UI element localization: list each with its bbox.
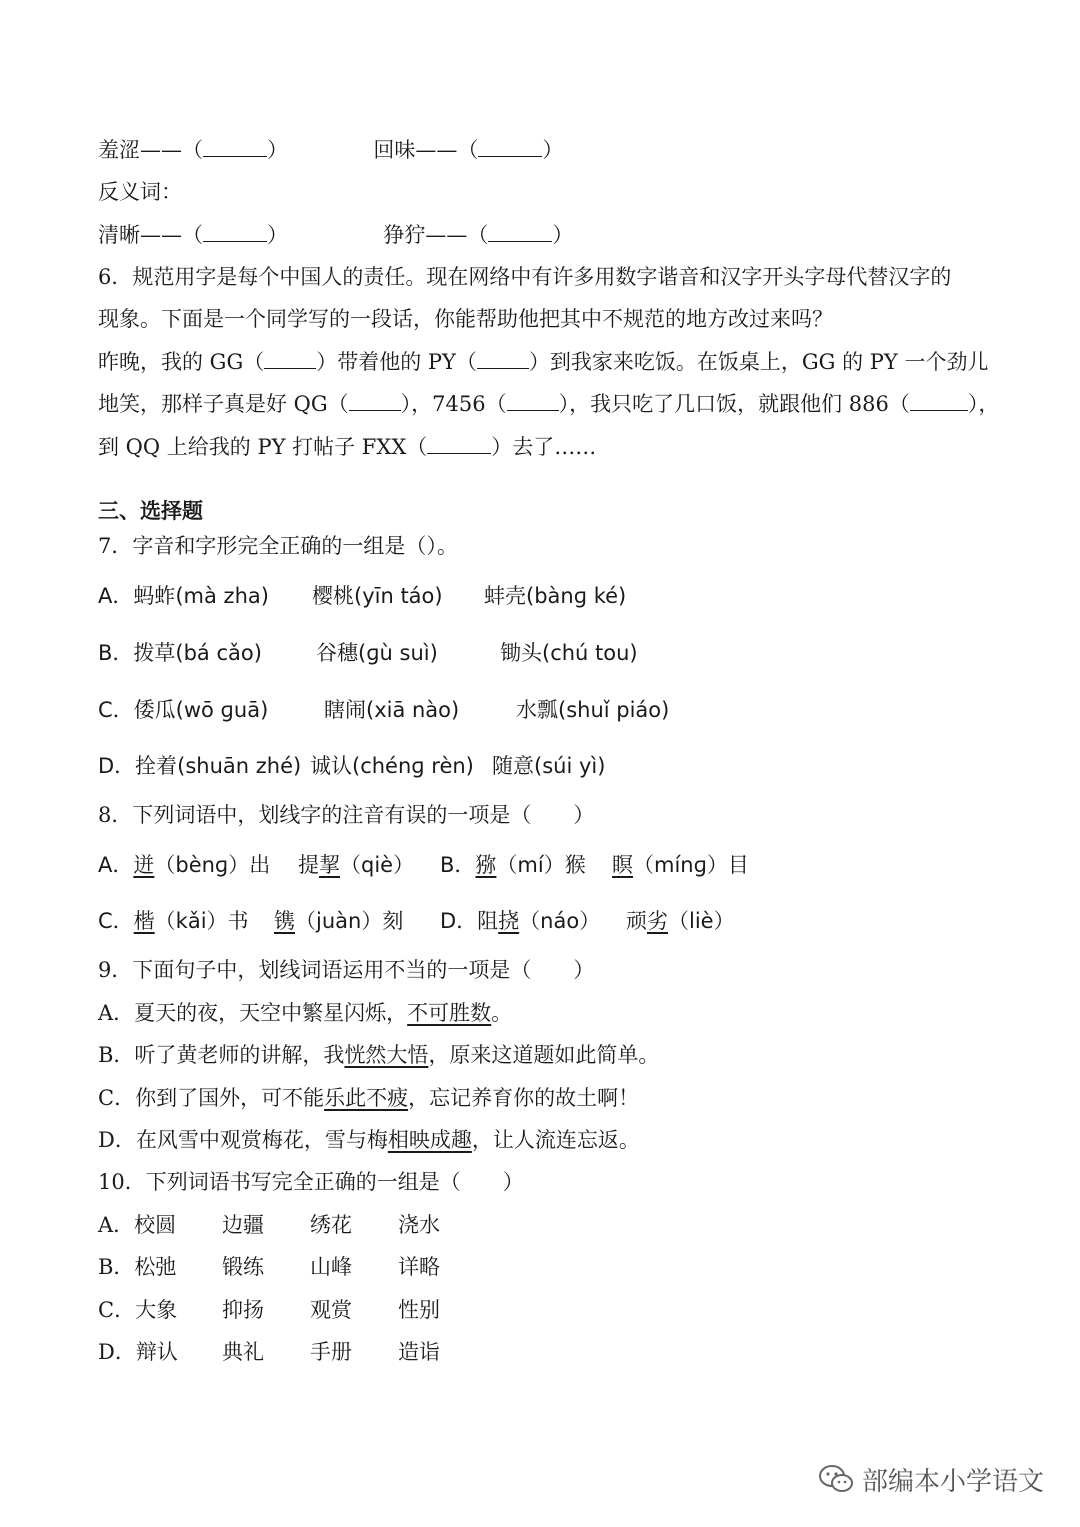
q9-option-d: D．在风雪中观赏梅花，雪与梅相映成趣，让人流连忘返。 bbox=[98, 1128, 640, 1152]
question-10-stem: 10．下列词语书写完全正确的一组是（ ） bbox=[98, 1170, 524, 1194]
q9-option-b: B．听了黄老师的讲解，我恍然大悟，原来这道题如此简单。 bbox=[98, 1043, 660, 1067]
answer-blank bbox=[478, 136, 542, 157]
question-6-line-1: 6．规范用字是每个中国人的责任。现在网络中有许多用数字谐音和汉字开头字母代替汉字的 bbox=[98, 265, 952, 289]
question-6-line-5: 到 QQ 上给我的 PY 打帖子 FXX（ ）去了…… bbox=[98, 435, 597, 459]
watermark bbox=[818, 1458, 1044, 1500]
q10-option-a: A．校圆 边疆 绣花 浇水 bbox=[98, 1213, 440, 1237]
answer-blank bbox=[349, 390, 401, 411]
answer-blank bbox=[477, 348, 529, 369]
answer-blank bbox=[507, 390, 559, 411]
question-6-line-3: 昨晚，我的 GG（ ）带着他的 PY（ ）到我家来吃饭。在饭桌上，GG 的 PY 一个劲儿 bbox=[98, 350, 989, 374]
q9-option-c: C．你到了国外，可不能乐此不疲，忘记养育你的故土啊！ bbox=[98, 1086, 640, 1110]
q8-options-ab: A．迸（bènɡ）出 提挈（qiè） B．猕（mí）猴 瞑（mínɡ）目 bbox=[98, 853, 749, 877]
answer-blank bbox=[203, 221, 267, 242]
answer-blank bbox=[203, 136, 267, 157]
question-6-line-4: 地笑，那样子真是好 QG（ ），7456（ ），我只吃了几口饭，就跟他们 886（ ）， bbox=[98, 392, 1000, 416]
q10-option-d: D．辩认 典礼 手册 造诣 bbox=[98, 1340, 440, 1364]
q10-option-b: B．松弛 锻练 山峰 详略 bbox=[98, 1255, 440, 1279]
q7-option-d: D．拴着(shuān zhé) 诚认(chénɡ rèn) 随意(súi yì) bbox=[98, 754, 606, 778]
answer-blank bbox=[488, 221, 552, 242]
section-title: 三、选择题 bbox=[98, 498, 203, 523]
antonym-label: 反义词： bbox=[98, 180, 182, 204]
question-7-stem: 7．字音和字形完全正确的一组是（）。 bbox=[98, 534, 458, 558]
q10-option-c: C．大象 抑扬 观赏 性别 bbox=[98, 1298, 440, 1322]
q7-option-c: C．倭瓜(wō ɡuā) 瞎闹(xiā nào) 水瓢(shuǐ piáo) bbox=[98, 698, 670, 722]
q7-option-b: B．拨草(bá cǎo) 谷穗(ɡù suì) 锄头(chú tou) bbox=[98, 641, 638, 665]
q7-option-a: A．蚂蚱(mà zha) 樱桃(yīn táo) 蚌壳(bànɡ ké) bbox=[98, 584, 627, 608]
answer-blank bbox=[910, 390, 968, 411]
watermark-text: 部编本小学语文 bbox=[862, 1466, 1045, 1497]
wechat-icon bbox=[818, 1464, 854, 1494]
q9-option-a: A．夏天的夜，天空中繁星闪烁，不可胜数。 bbox=[98, 1001, 513, 1025]
question-9-stem: 9．下面句子中，划线词语运用不当的一项是（ ） bbox=[98, 958, 595, 982]
answer-blank bbox=[427, 433, 491, 454]
synonym-row: 羞涩——（ ） 回味——（ ） bbox=[98, 138, 564, 162]
question-8-stem: 8．下列词语中，划线字的注音有误的一项是（ ） bbox=[98, 803, 595, 827]
q8-options-cd: C．楷（kǎi）书 镌（juàn）刻 D．阻挠（náo） 顽劣（liè） bbox=[98, 909, 735, 933]
question-6-line-2: 现象。下面是一个同学写的一段话，你能帮助他把其中不规范的地方改过来吗？ bbox=[98, 307, 833, 331]
antonym-row: 清晰——（ ） 狰狞——（ ） bbox=[98, 223, 574, 247]
answer-blank bbox=[264, 348, 316, 369]
